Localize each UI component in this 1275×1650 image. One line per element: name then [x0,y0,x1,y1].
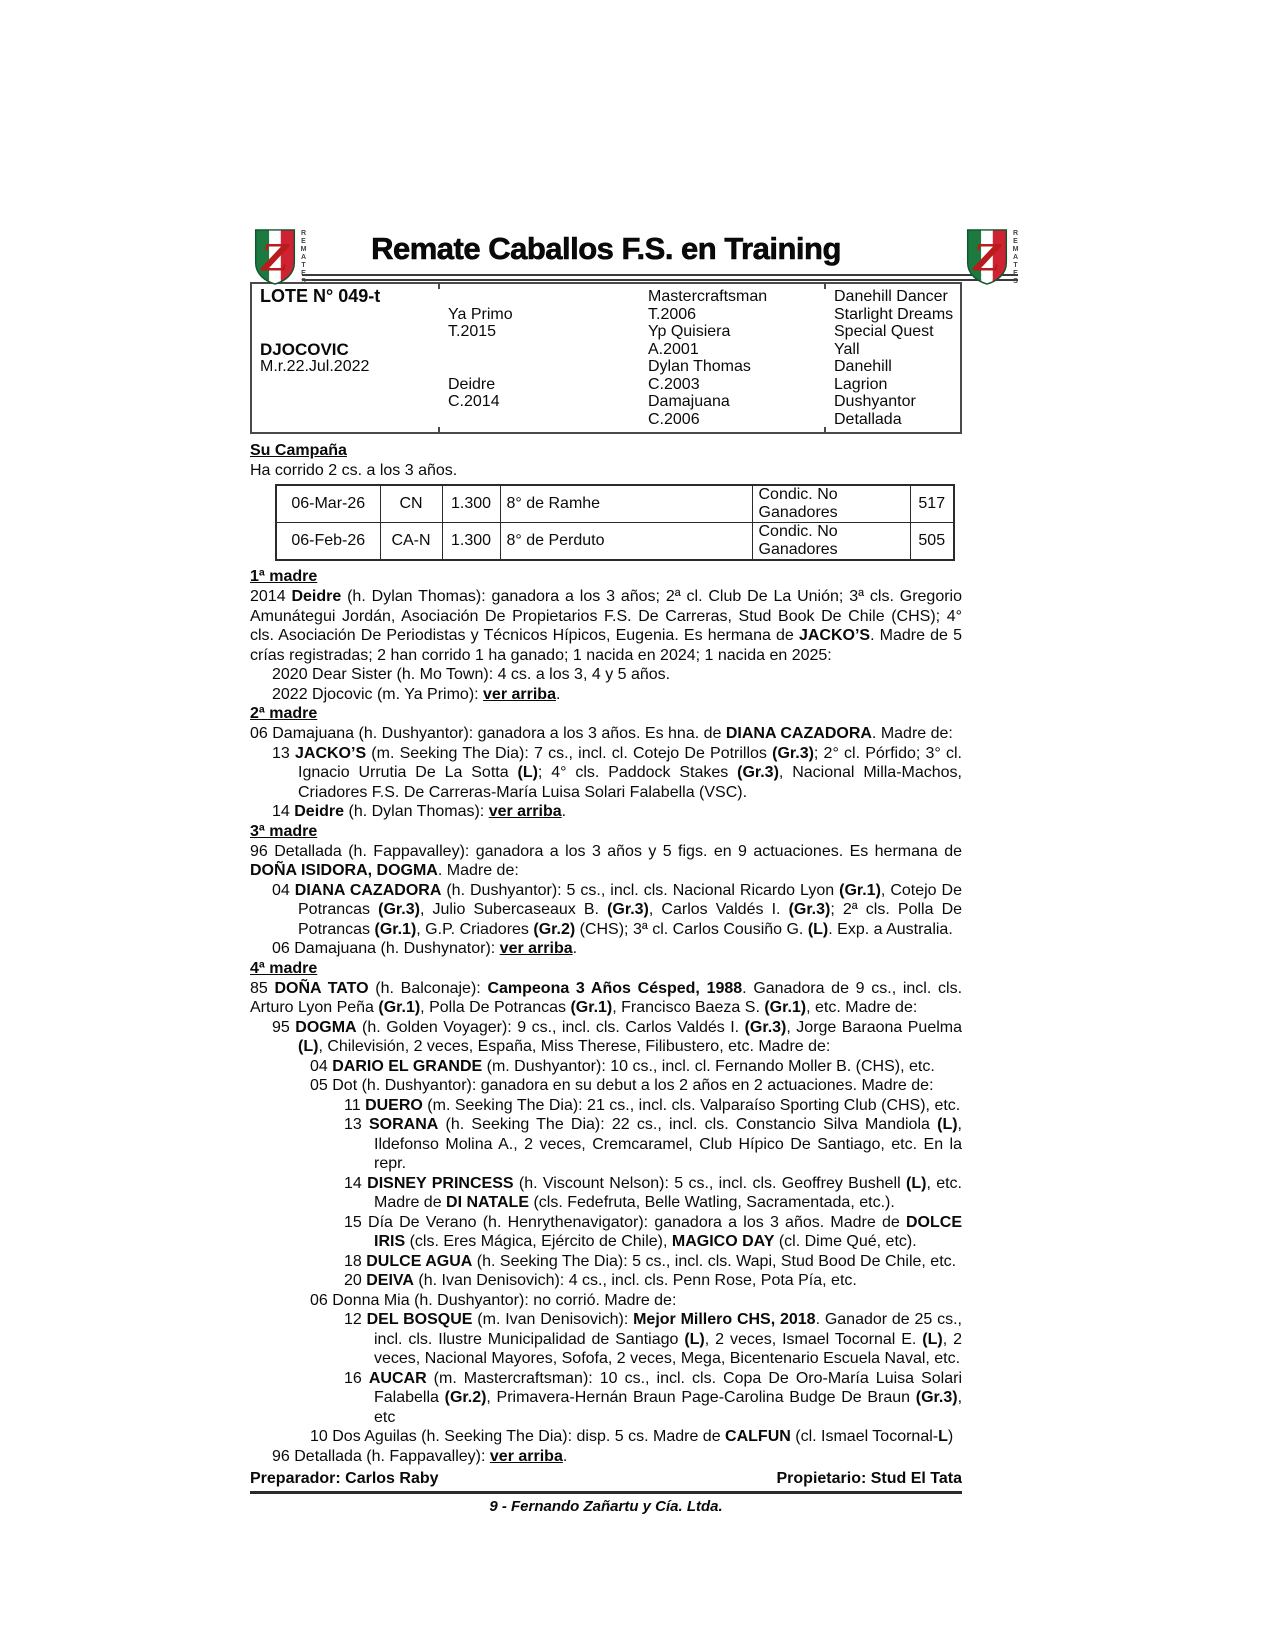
campaign-cell: 517 [910,485,954,523]
sire-name: Ya Primo [448,305,513,323]
page-title: Remate Caballos F.S. en Training [371,231,841,266]
campaign-section [250,441,962,561]
campaign-cell: CN [380,485,442,523]
dam-year: C.2014 [448,393,500,410]
pedigree-paragraph: 85 DOÑA TATO (h. Balconaje): Campeona 3 Años Césped, 1988. Ganadora de 9 cs., incl. cls. Arturo Lyon Peña (Gr.1), Polla De Potrancas (Gr.1), Francisco Baeza S. (Gr.1), etc. Madre de: [250,979,963,1016]
campaign-cell: 06-Mar-26 [276,485,380,523]
pedigree-paragraph: 12 DEL BOSQUE (m. Ivan Denisovich): Mejor Millero CHS, 2018. Ganador de 25 cs., incl. cls. Ilustre Municipalidad de Santiago (L), 2 veces, Ismael Tocornal E. (L), 2 veces, Nacional Mayores, Sofofa, 2 veces, Mega, Bicentenario Escuela Naval, etc. [344,1311,963,1367]
pedigree-paragraph: 13 JACKO’S (m. Seeking The Dia): 7 cs., incl. cl. Cotejo De Potrillos (Gr.3); 2° cl. Pórfido; 3° cl. Ignacio Urrutia De La Sotta (L); 4° cls. Paddock Stakes (Gr.3), Nacional Milla-Machos, Criadores F.S. De Carreras-María Luisa Solari Falabella (VSC). [272,744,963,801]
section-heading: 4ª madre [250,959,318,977]
pedigree-paragraph: 06 Damajuana (h. Dushyantor): ganadora a los 3 años. Es hna. de DIANA CAZADORA. Madre de: [250,725,953,742]
pedigree-paragraph: 11 DUERO (m. Seeking The Dia): 21 cs., incl. cls. Valparaíso Sporting Club (CHS), etc. [344,1096,961,1114]
pedigree-paragraph: 04 DIANA CAZADORA (h. Dushyantor): 5 cs., incl. cls. Nacional Ricardo Lyon (Gr.1), Cotejo De Potrancas (Gr.3), Julio Subercaseaux B. (Gr.3), Carlos Valdés I. (Gr.3); 2ª cls. Polla De Potrancas (Gr.1), G.P. Criadores (Gr.2) (CHS); 3ª cl. Carlos Cousiño G. (L). Exp. a Australia. [272,881,963,938]
pedigree-paragraph: 04 DARIO EL GRANDE (m. Dushyantor): 10 cs., incl. cl. Fernando Moller B. (CHS), etc. [310,1057,935,1075]
pedigree-paragraph: 06 Donna Mia (h. Dushyantor): no corrió. Madre de: [310,1291,677,1309]
pedigree-paragraph: 2020 Dear Sister (h. Mo Town): 4 cs. a los 3, 4 y 5 años. [272,666,671,683]
pedigree-paragraph: 18 DULCE AGUA (h. Seeking The Dia): 5 cs., incl. cls. Wapi, Stud Bood De Chile, etc. [344,1252,957,1270]
logo-letter: Z [261,236,289,280]
pedigree-paragraph: 16 AUCAR (m. Mastercraftsman): 10 cs., incl. cls. Copa De Oro-María Luisa Solari Falabella (Gr.2), Primavera-Hernán Braun Page-Carolina Budge De Braun (Gr.3), etc [344,1369,963,1426]
campaign-cell: 1.300 [442,485,500,523]
campaign-cell: 8° de Perduto [500,523,752,561]
footer-row [250,1469,962,1489]
campaign-row [276,485,954,523]
pedigree-paragraph: 20 DEIVA (h. Ivan Denisovich): 4 cs., incl. cls. Penn Rose, Pota Pía, etc. [344,1272,857,1289]
logo-vertical-text: REMATES [1012,230,1019,286]
campaign-cell: CA-N [380,523,442,561]
shield-logo-icon [252,228,298,286]
pedigree-paragraph: 06 Damajuana (h. Dushynator): ver arriba. [272,940,578,957]
sire-year: T.2015 [448,323,497,340]
campaign-table-body [276,485,954,560]
campaign-heading: Su Campaña [250,442,347,459]
campaign-cell: Condic. No Ganadores [752,523,910,561]
logo-letter: Z [973,236,1001,280]
shield-logo-icon [964,228,1010,286]
pedigree-column-tick [438,427,440,433]
pedigree-gen4-entry: Danehill [834,358,892,375]
pedigree-gen4-entry: Lagrion [834,375,888,393]
pedigree-gen4-entry: Special Quest [834,323,934,340]
logo-vertical-text: REMATES [300,230,307,286]
pedigree-gen3-entry: Yp Quisiera [648,323,731,340]
pedigree-paragraph: 2022 Djocovic (m. Ya Primo): ver arriba. [272,685,561,703]
pedigree-gen4-entry: Starlight Dreams [834,305,954,323]
title-underline [302,274,1018,281]
pedigree-paragraph: 96 Detallada (h. Fappavalley): ganadora a los 3 años y 5 figs. en 9 actuaciones. Es hermana de DOÑA ISIDORA, DOGMA. Madre de: [250,842,962,879]
remates-logo-left [252,228,308,286]
pedigree-gen3-entry: C.2006 [648,410,700,428]
page-header [250,228,1019,286]
pedigree-box [250,282,962,434]
pedigree-gen4-entry: Detallada [834,410,902,428]
section-heading: 2ª madre [250,705,318,722]
pedigree-paragraph: 15 Día De Verano (h. Henrythenavigator): ganadora a los 3 años. Madre de DOLCE IRIS (cls. Eres Mágica, Ejército de Chile), MAGICO DAY (cl. Dime Qué, etc). [344,1213,962,1250]
campaign-cell: Condic. No Ganadores [752,485,910,523]
campaign-cell: 505 [910,523,954,561]
footer-rule [250,1491,962,1494]
pedigree-gen3-entry: Dylan Thomas [648,358,751,375]
pedigree-gen4-entry: Dushyantor [834,393,916,410]
horse-name: DJOCOVIC [260,339,349,359]
preparador-label: Preparador: Carlos Raby [250,1470,439,1487]
pedigree-paragraph: 05 Dot (h. Dushyantor): ganadora en su debut a los 2 años en 2 actuaciones. Madre de: [310,1077,934,1094]
pedigree-gen3-entry: T.2006 [648,305,697,323]
campaign-cell: 8° de Ramhe [500,485,752,523]
pedigree-paragraph: 14 DISNEY PRINCESS (h. Viscount Nelson): 5 cs., incl. cls. Geoffrey Bushell (L), etc. Madre de DI NATALE (cls. Fedefruta, Belle Watling, Sacramentada, etc.). [344,1174,963,1211]
pedigree-gen3-entry: Mastercraftsman [648,288,768,305]
lot-number: LOTE N° 049-t [260,286,381,306]
campaign-row [276,523,954,561]
campaign-cell: 1.300 [442,523,500,561]
campaign-cell: 06-Feb-26 [276,523,380,561]
dam-name: Deidre [448,375,496,393]
pedigree-gen3-entry: A.2001 [648,340,699,358]
section-heading: 1ª madre [250,568,318,585]
pedigree-column-tick [824,427,826,433]
campaign-summary: Ha corrido 2 cs. a los 3 años. [250,462,458,479]
section-heading: 3ª madre [250,822,318,840]
remates-logo-right [964,228,1020,286]
pedigree-paragraph: 2014 Deidre (h. Dylan Thomas): ganadora a los 3 años; 2ª cl. Club De La Unión; 3ª cls. Gregorio Amunátegui Jordán, Asociación De Propietarios F.S. De Carreras, Stud Book De Chile (CHS); 4° cls. Asociación De Periodistas y Técnicos Hípicos, Eugenia. Es hermana de JACKO’S. Madre de 5 crías registradas; 2 han corrido 1 ha ganado; 1 nacida en 2024; 1 nacida en 2025: [250,588,962,664]
pedigree-column-tick [824,283,826,289]
pedigree-gen3-entry: C.2003 [648,375,700,393]
pedigree-paragraph: 13 SORANA (h. Seeking The Dia): 22 cs., incl. cls. Constancio Silva Mandiola (L), Ildefonso Molina A., 2 veces, Cremcaramel, Club Hípico De Santiago, etc. En la repr. [344,1116,962,1172]
foaling-date: M.r.22.Jul.2022 [260,358,370,375]
page-content [250,228,1019,1515]
pedigree-paragraph: 96 Detallada (h. Fappavalley): ver arriba. [272,1447,568,1465]
pedigree-paragraph: 10 Dos Aguilas (h. Seeking The Dia): disp. 5 cs. Madre de CALFUN (cl. Ismael Tocornal-L) [310,1428,954,1445]
pedigree-gen4-entry: Danehill Dancer [834,288,948,305]
pedigree-gen3-entry: Damajuana [648,393,730,410]
campaign-table [275,484,955,561]
madre-sections [250,567,962,1466]
pedigree-paragraph: 95 DOGMA (h. Golden Voyager): 9 cs., incl. cls. Carlos Valdés I. (Gr.3), Jorge Baraona Puelma (L), Chilevisión, 2 veces, España, Miss Therese, Filibustero, etc. Madre de: [272,1018,963,1055]
pedigree-column-tick [438,283,440,289]
pedigree-paragraph: 14 Deidre (h. Dylan Thomas): ver arriba. [272,803,567,820]
pedigree-gen4-entry: Yall [834,340,860,358]
page-footer: 9 - Fernando Zañartu y Cía. Ltda. [489,1498,723,1515]
propietario-label: Propietario: Stud El Tata [776,1470,962,1487]
